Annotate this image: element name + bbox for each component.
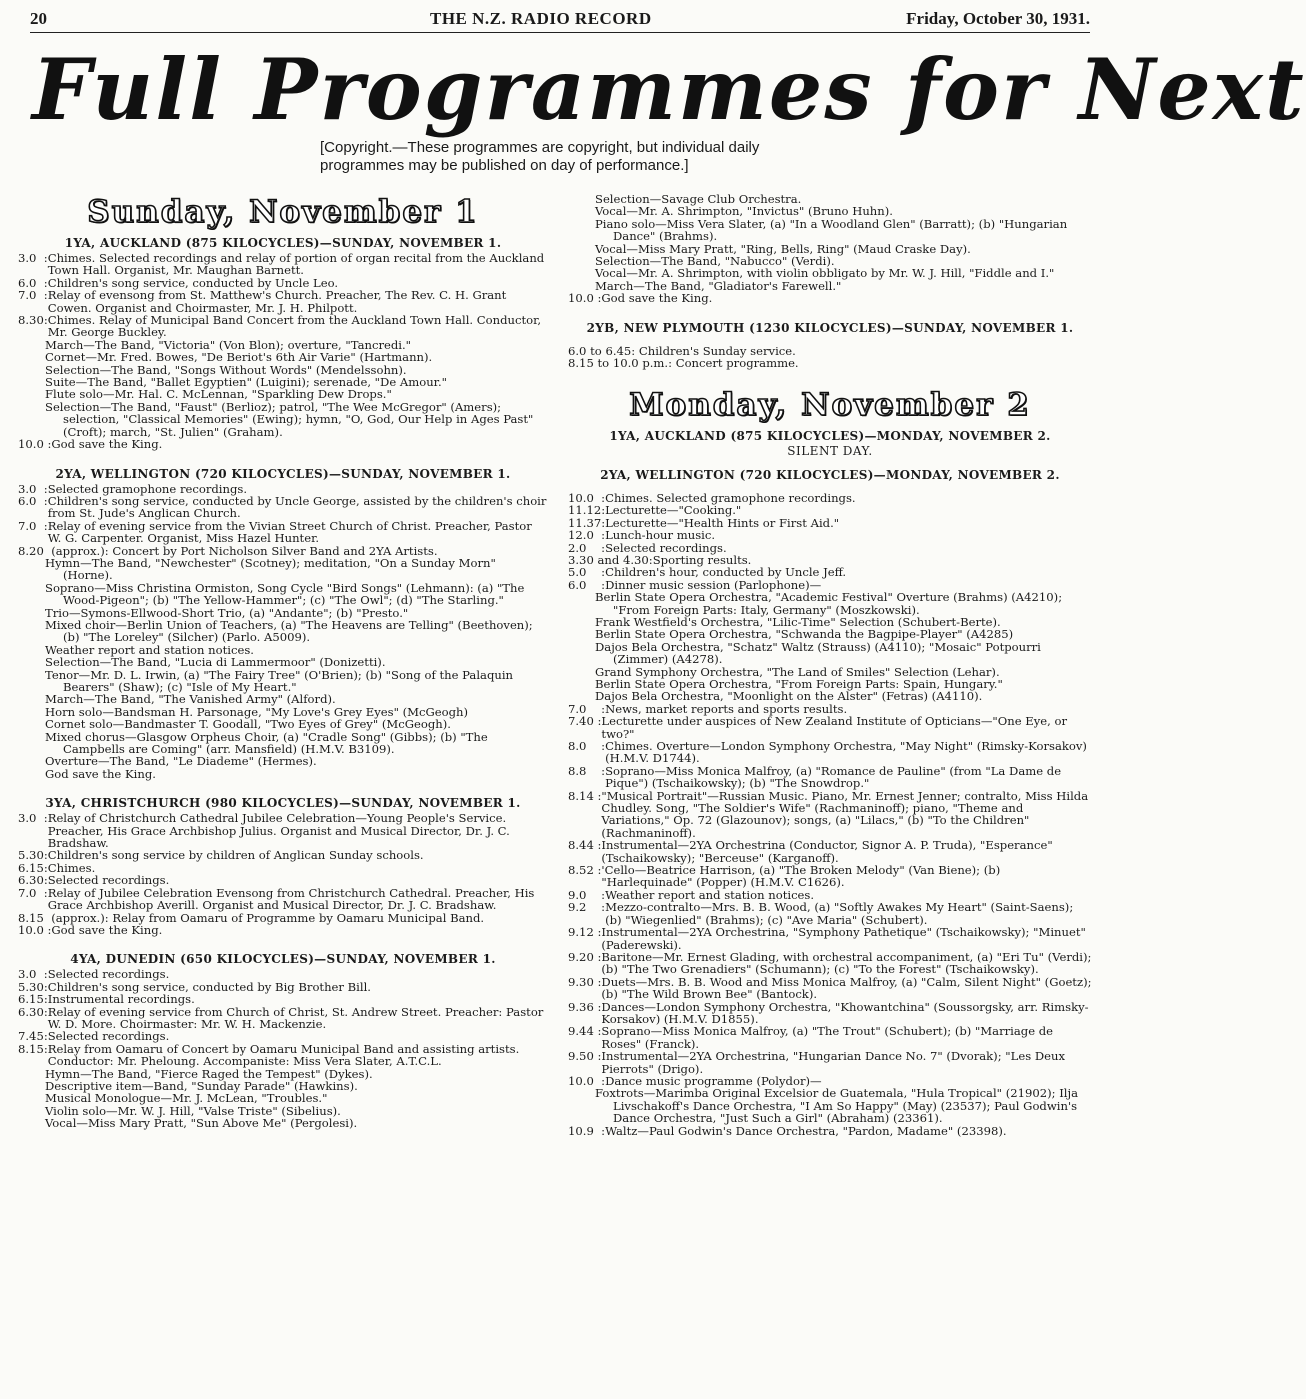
programme-item: Horn solo—Bandsman H. Parsonage, "My Love's Grey Eyes" (McGeogh) [45, 704, 468, 719]
description: (approx.): Relay from Oamaru of Programme by Oamaru Municipal Band. [51, 910, 485, 925]
schedule-entry [568, 566, 1092, 578]
page-header [30, 6, 1090, 33]
description: Relay of evening service from Church of Christ, St. Andrew Street. Preacher: Pastor W. D. More. Choirmaster: Mr. W. H. Mackenzie. [47, 1004, 544, 1031]
time: 6.0 : [18, 493, 48, 508]
time: 8.15: [18, 1041, 48, 1056]
description: Instrumental recordings. [47, 992, 195, 1007]
description: (approx.): Concert by Port Nicholson Silver Band and 2YA Artists. [51, 543, 438, 558]
programme-item: Violin solo—Mr. W. J. Hill, "Valse Triste" (Sibelius). [45, 1103, 341, 1118]
programme-item: Grand Symphony Orchestra, "The Land of Smiles" Selection (Lehar). [595, 664, 1000, 679]
schedule-list [18, 252, 548, 339]
description: "Musical Portrait"—Russian Music. Piano, Mr. Ernest Jenner; contralto, Miss Hilda Chudley. Song, "The Soldier's Wife" (Rachmaninoff); piano, "Theme and Variations," Op. 72 (Glazounov); songs, (a) "Lilacs," (b) "To the Children" (Rachmaninoff). [601, 788, 1089, 840]
time: 9.36 : [568, 999, 602, 1014]
station-heading-2yb-sunday: 2YB, NEW PLYMOUTH (1230 KILOCYCLES)—SUNDAY, NOVEMBER 1. [586, 320, 1074, 335]
programme-item: Dajos Bela Orchestra, "Moonlight on the Alster" (Fetras) (A4110). [595, 689, 983, 704]
left-column [18, 190, 548, 1130]
time: 12.0 : [568, 528, 606, 543]
station-heading-2ya-sunday: 2YA, WELLINGTON (720 KILOCYCLES)—SUNDAY, NOVEMBER 1. [55, 466, 511, 481]
programme-item: Selection—The Band, "Nabucco" (Verdi). [595, 254, 835, 269]
schedule-entry [18, 968, 548, 980]
time: 10.0 : [18, 437, 52, 452]
schedule-entry [18, 812, 548, 849]
time: 7.45: [18, 1029, 48, 1044]
time: 6.30: [18, 873, 48, 888]
description: Lecturette—"Health Hints or First Aid." [605, 515, 840, 530]
programme-item: March—The Band, "The Vanished Army" (Alford). [45, 692, 336, 707]
item-list [568, 193, 1092, 292]
time: 8.14 : [568, 788, 602, 803]
programme-item: Dajos Bela Orchestra, "Schatz" Waltz (Strauss) (A4110); "Mosaic" Potpourri (Zimmer) (A4278). [595, 639, 1041, 667]
description: God save the King. [51, 922, 163, 937]
programme-item: Piano solo—Miss Vera Slater, (a) "In a Woodland Glen" (Barratt); (b) "Hungarian Dance" (Brahms). [595, 216, 1068, 244]
description: Waltz—Paul Godwin's Dance Orchestra, "Pardon, Madame" (23398). [605, 1123, 1007, 1138]
description: Baritone—Mr. Ernest Glading, with orchestral accompaniment, (a) "Eri Tu" (Verdi); (b) "The Two Grenadiers" (Schumann); (c) "To the Forest" (Tschaikowsky). [601, 949, 1092, 977]
description: Mezzo-contralto—Mrs. B. B. Wood, (a) "Softly Awakes My Heart" (Saint-Saens); (b) "Wiegenlied" (Brahms); (c) "Ave Maria" (Schubert). [605, 900, 1074, 927]
time: 3.30 and 4.30: [568, 552, 653, 567]
programme-item: Berlin State Opera Orchestra, "Schwanda the Bagpipe-Player" (A4285) [595, 627, 1014, 642]
schedule-entry [18, 252, 548, 277]
description: Children's song service, conducted by Uncle George, assisted by the children's choir from St. Jude's Anglican Church. [47, 493, 547, 521]
time: 7.0 : [18, 518, 48, 533]
page-title: Full Programmes for Next [32, 40, 1306, 139]
publication-name: THE N.Z. RADIO RECORD [430, 9, 652, 28]
description: Dance music programme (Polydor)— [605, 1073, 822, 1088]
programme-item: Soprano—Miss Christina Ormiston, Song Cycle "Bird Songs" (Lehmann): (a) "The Wood-Pigeon"; (b) "The Yellow-Hammer"; (c) "The Owl"; (d) "The Starling." [45, 580, 525, 608]
schedule-entry [18, 438, 548, 450]
programme-item: Selection—Savage Club Orchestra. [595, 192, 802, 206]
schedule-entry [18, 887, 548, 912]
programme-item: Berlin State Opera Orchestra, "From Foreign Parts: Spain, Hungary." [595, 676, 1003, 691]
time: 7.0 : [568, 701, 606, 716]
time: 8.30: [18, 313, 48, 328]
schedule-entry [568, 864, 1092, 889]
time: 7.0 : [18, 885, 48, 900]
time: 3.0 : [18, 967, 48, 982]
description: Relay of Christchurch Cathedral Jubilee Celebration—Young People's Service. Preacher, His Grace Archbishop Julius. Organist and Musical Director, Dr. J. C. Bradshaw. [47, 811, 510, 851]
description: Children's hour, conducted by Uncle Jeff. [605, 565, 847, 580]
programme-item: Vocal—Miss Mary Pratt, "Sun Above Me" (Pergolesi). [45, 1116, 358, 1131]
programme-item: Suite—The Band, "Ballet Egyptien" (Luigini); serenade, "De Amour." [45, 375, 447, 390]
schedule-entry [568, 1125, 1092, 1137]
time: 10.0 : [568, 291, 602, 306]
schedule-list [568, 492, 1092, 591]
time: 6.0 : [568, 577, 606, 592]
description: Chimes. Selected recordings and relay of portion of organ recital from the Auckland Town Hall. Organist, Mr. Maughan Barnett. [47, 251, 545, 278]
issue-date: Friday, October 30, 1931. [906, 9, 1090, 28]
time: 7.0 : [18, 288, 48, 303]
schedule-entry [18, 314, 548, 339]
programme-item: 8.15 to 10.0 p.m.: Concert programme. [568, 356, 799, 371]
description: Relay of evensong from St. Matthew's Church. Preacher, The Rev. C. H. Grant Cowen. Organist and Choirmaster, Mr. J. H. Philpott. [47, 288, 507, 315]
programme-item: Vocal—Mr. A. Shrimpton, with violin obbligato by Mr. W. J. Hill, "Fiddle and I." [595, 266, 1055, 281]
schedule-entry [568, 951, 1092, 976]
time: 9.50 : [568, 1049, 602, 1064]
schedule-entry [18, 924, 548, 936]
time: 10.0 : [18, 922, 52, 937]
programme-item: God save the King. [45, 766, 156, 781]
description: Selected recordings. [47, 967, 170, 982]
station-heading-4ya-sunday: 4YA, DUNEDIN (650 KILOCYCLES)—SUNDAY, NOVEMBER 1. [70, 952, 496, 967]
description: Chimes. Overture—London Symphony Orchestra, "May Night" (Rimsky-Korsakov) (H.M.V. D1744). [605, 739, 1087, 766]
programme-item: Hymn—The Band, "Newchester" (Scotney); meditation, "On a Sunday Morn" (Horne). [45, 555, 496, 583]
sunday-heading: Sunday, November 1 [87, 194, 479, 230]
description: Children's song service by children of Anglican Sunday schools. [47, 848, 424, 863]
schedule-entry [568, 976, 1092, 1001]
schedule-list [18, 812, 548, 936]
time: 9.44 : [568, 1024, 602, 1039]
programme-item: Berlin State Opera Orchestra, "Academic Festival" Overture (Brahms) (A4210); "From Foreign Parts: Italy, Germany" (Moszkowski). [595, 590, 1063, 617]
schedule-entry [18, 874, 548, 886]
time: 9.2 : [568, 900, 606, 915]
schedule-entry [18, 1043, 548, 1068]
item-list [568, 1087, 1092, 1124]
description: Duets—Mrs. B. B. Wood and Miss Monica Malfroy, (a) "Calm, Silent Night" (Goetz); (b) "The Wild Brown Bee" (Bantock). [601, 974, 1092, 1002]
schedule-entry [18, 289, 548, 314]
description: Weather report and station notices. [605, 887, 815, 902]
programme-item: Selection—The Band, "Songs Without Words" (Mendelssohn). [45, 362, 407, 377]
schedule-entry [568, 292, 1092, 304]
description: Relay of Jubilee Celebration Evensong from Christchurch Cathedral. Preacher, His Grace Archbishop Averill. Organist and Musical Director, Dr. J. C. Bradshaw. [47, 885, 535, 913]
programme-item: Selection—The Band, "Lucia di Lammermoor" (Donizetti). [45, 655, 386, 670]
programme-item: Cornet—Mr. Fred. Bowes, "De Beriot's 6th Air Varie" (Hartmann). [45, 350, 433, 365]
description: Dinner music session (Parlophone)— [605, 577, 822, 592]
description: Lecturette under auspices of New Zealand Institute of Opticians—"One Eye, or two?" [601, 714, 1068, 741]
time: 3.0 : [18, 811, 48, 826]
time: 5.30: [18, 979, 48, 994]
item-list [568, 591, 1092, 703]
time: 10.0 : [568, 490, 606, 505]
copyright-notice: [Copyright.—These programmes are copyright, but individual daily programmes may be published on day of performance.] [320, 139, 760, 174]
description: Lecturette—"Cooking." [605, 503, 742, 518]
page-number: 20 [30, 9, 47, 28]
time: 11.12: [568, 503, 606, 518]
time: 8.8 : [568, 763, 606, 778]
schedule-entry [18, 993, 548, 1005]
right-column [568, 193, 1092, 1137]
description: Instrumental—2YA Orchestrina, "Symphony Pathetique" (Tschaikowsky); "Minuet" (Paderewski). [601, 925, 1086, 952]
time: 10.0 : [568, 1073, 606, 1088]
schedule-entry [568, 1025, 1092, 1050]
description: 'Cello—Beatrice Harrison, (a) "The Broken Melody" (Van Biene); (b) "Harlequinade" (Popper) (H.M.V. C1626). [601, 863, 1001, 890]
programme-item: March—The Band, "Victoria" (Von Blon); overture, "Tancredi." [45, 337, 412, 352]
description: Children's song service, conducted by Big Brother Bill. [47, 979, 371, 994]
programme-item: Selection—The Band, "Faust" (Berlioz); patrol, "The Wee McGregor" (Amers); selection, "Classical Memories" (Ewing); hymn, "O, God, Our Help in Ages Past" (Croft); march, "St. Julien" (Graham). [45, 399, 534, 439]
time: 2.0 : [568, 540, 606, 555]
schedule-entry [18, 1030, 548, 1042]
description: Selected recordings. [47, 873, 170, 888]
item-list [18, 339, 548, 438]
time: 7.40 : [568, 714, 602, 729]
schedule-entry [568, 715, 1092, 740]
time: 8.0 : [568, 739, 606, 753]
time: 6.15: [18, 992, 48, 1007]
schedule-entry [568, 839, 1092, 864]
programme-item: Foxtrots—Marimba Original Excelsior de Guatemala, "Hula Tropical" (21902); Ilja Livschakoff's Dance Orchestra, "I Am So Happy" (May) (23537); Paul Godwin's Dance Orchestra, "Just Such a Girl" (Abraham) (23361). [595, 1086, 1079, 1126]
schedule-entry [568, 1050, 1092, 1075]
programme-item: Flute solo—Mr. Hal. C. McLennan, "Sparkling Dew Drops." [45, 387, 392, 402]
time: 8.52 : [568, 863, 602, 878]
programme-item: Mixed chorus—Glasgow Orpheus Choir, (a) "Cradle Song" (Gibbs); (b) "The Campbells are Coming" (arr. Mansfield) (H.M.V. B3109). [45, 729, 488, 757]
description: Sporting results. [652, 552, 752, 567]
time: 9.30 : [568, 974, 602, 989]
monday-heading: Monday, November 2 [629, 387, 1031, 424]
schedule-entry [568, 740, 1092, 765]
programme-item: Descriptive item—Band, "Sunday Parade" (Hawkins). [45, 1078, 358, 1093]
description: Soprano—Miss Monica Malfroy, (a) "Romance de Pauline" (from "La Dame de Pique") (Tschaikowsky); (b) "The Snowdrop." [605, 763, 1062, 791]
time: 3.0 : [18, 251, 48, 265]
programme-item: Tenor—Mr. D. L. Irwin, (a) "The Fairy Tree" (O'Brien); (b) "Song of the Palaquin Bearers" (Shaw); (c) "Isle of My Heart." [45, 667, 514, 694]
description: Soprano—Miss Monica Malfroy, (a) "The Trout" (Schubert); (b) "Marriage de Roses" (Franck). [601, 1024, 1054, 1051]
programme-item: Vocal—Mr. A. Shrimpton, "Invictus" (Bruno Huhn). [595, 204, 893, 219]
time: 11.37: [568, 515, 606, 530]
description: God save the King. [51, 437, 163, 452]
schedule-entry [18, 1006, 548, 1031]
schedule-entry [18, 495, 548, 520]
schedule-list [18, 483, 548, 557]
programme-item: Overture—The Band, "Le Diademe" (Hermes). [45, 754, 317, 769]
schedule-entry [18, 520, 548, 545]
description: Lunch-hour music. [605, 528, 716, 543]
schedule-list [568, 345, 1092, 370]
schedule-entry [568, 1001, 1092, 1026]
programme-item: Weather report and station notices. [45, 642, 254, 657]
description: Selected gramophone recordings. [47, 481, 248, 496]
time: 8.15 [18, 910, 52, 925]
schedule-entry [568, 901, 1092, 926]
description: Chimes. Relay of Municipal Band Concert from the Auckland Town Hall. Conductor, Mr. George Buckley. [47, 313, 542, 340]
schedule-entry [568, 790, 1092, 840]
programme-item: 6.0 to 6.45: Children's Sunday service. [568, 343, 796, 358]
programme-item: Mixed choir—Berlin Union of Teachers, (a) "The Heavens are Telling" (Beethoven); (b) "The Loreley" (Silcher) (Parlo. A5009). [45, 617, 533, 645]
time: 5.30: [18, 848, 48, 863]
time: 9.0 : [568, 887, 606, 902]
description: Selected recordings. [47, 1029, 170, 1044]
time: 9.20 : [568, 949, 602, 964]
description: Children's song service, conducted by Uncle Leo. [47, 275, 339, 290]
schedule-list [18, 968, 548, 1067]
time: 8.44 : [568, 838, 602, 853]
description: Relay from Oamaru of Concert by Oamaru Municipal Band and assisting artists. Conductor: Mr. Pheloung. Accompaniste: Miss Vera Slater, A.T.C.L. [47, 1041, 520, 1069]
schedule-entry [568, 504, 1092, 516]
time: 6.30: [18, 1004, 48, 1019]
description: God save the King. [601, 291, 713, 306]
description: Instrumental—2YA Orchestrina (Conductor, Signor A. P. Truda), "Esperance" (Tschaikowsky); "Berceuse" (Karganoff). [601, 838, 1053, 865]
programme-item: Trio—Symons-Ellwood-Short Trio, (a) "Andante"; (b) "Presto." [45, 605, 409, 620]
programme-item: Hymn—The Band, "Fierce Raged the Tempest" (Dykes). [45, 1066, 373, 1081]
description: News, market reports and sports results. [605, 701, 848, 716]
station-heading-2ya-monday: 2YA, WELLINGTON (720 KILOCYCLES)—MONDAY, NOVEMBER 2. [600, 467, 1060, 482]
description: Selected recordings. [605, 540, 727, 555]
schedule-entry [568, 765, 1092, 790]
station-heading-3ya-sunday: 3YA, CHRISTCHURCH (980 KILOCYCLES)—SUNDAY, NOVEMBER 1. [45, 796, 521, 811]
programme-item: March—The Band, "Gladiator's Farewell." [595, 278, 842, 293]
description: Relay of evening service from the Vivian Street Church of Christ. Preacher, Pastor W. G. Carpenter. Organist, Miss Hazel Hunter. [47, 518, 532, 546]
item-list [18, 557, 548, 780]
description: Chimes. [47, 860, 96, 875]
programme-item: Musical Monologue—Mr. J. McLean, "Troubles." [45, 1091, 328, 1106]
schedule-entry [568, 926, 1092, 951]
description: Dances—London Symphony Orchestra, "Khowantchina" (Soussorgsky, arr. Rimsky-Korsakov) (H.M.V. D1855). [601, 999, 1089, 1026]
schedule-entry [18, 849, 548, 861]
programme-item: Cornet solo—Bandmaster T. Goodall, "Two Eyes of Grey" (McGeogh). [45, 717, 451, 732]
station-heading-1ya-monday: 1YA, AUCKLAND (875 KILOCYCLES)—MONDAY, NOVEMBER 2. [609, 429, 1051, 444]
schedule-entry [568, 529, 1092, 541]
programme-item: Frank Westfield's Orchestra, "Lilic-Time" Selection (Schubert-Berte). [595, 614, 1001, 629]
time: 6.0 : [18, 275, 48, 290]
time: 3.0 : [18, 481, 48, 496]
programme-item: Vocal—Miss Mary Pratt, "Ring, Bells, Ring" (Maud Craske Day). [595, 241, 971, 256]
schedule-list [568, 703, 1092, 1088]
time: 10.9 : [568, 1123, 606, 1138]
time: 9.12 : [568, 925, 602, 940]
description: Instrumental—2YA Orchestrina, "Hungarian Dance No. 7" (Dvorak); "Les Deux Pierrots" (Drigo). [601, 1049, 1065, 1076]
time: 8.20 [18, 543, 52, 558]
time: 6.15: [18, 860, 48, 875]
silent-day-note: SILENT DAY. [787, 444, 873, 459]
item-list [18, 1068, 548, 1130]
station-heading-1ya-sunday: 1YA, AUCKLAND (875 KILOCYCLES)—SUNDAY, NOVEMBER 1. [64, 236, 502, 250]
time: 5.0 : [568, 565, 606, 580]
description: Chimes. Selected gramophone recordings. [605, 490, 856, 505]
